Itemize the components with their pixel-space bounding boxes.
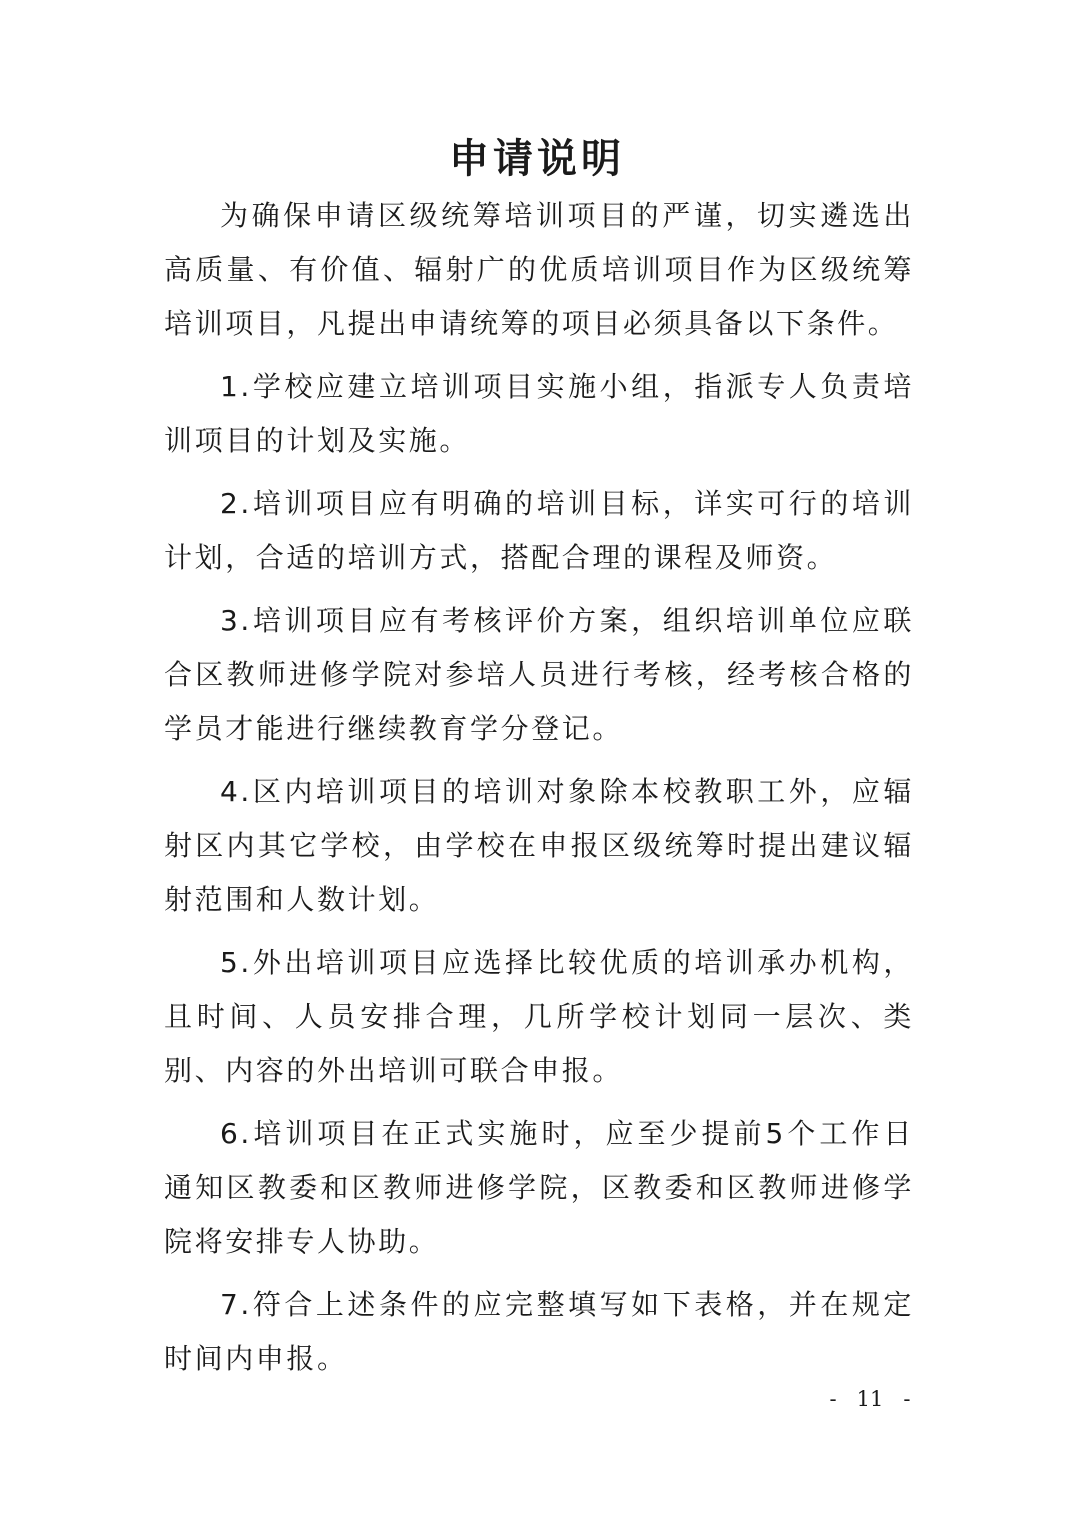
intro-paragraph: 为确保申请区级统筹培训项目的严谨，切实遴选出高质量、有价值、辐射广的优质培训项目作为区级统筹培训项目，凡提出申请统筹的项目必须具备以下条件。 [164, 199, 914, 340]
condition-item-1: 1.学校应建立培训项目实施小组，指派专人负责培训项目的计划及实施。 [164, 370, 914, 457]
condition-item-5: 5.外出培训项目应选择比较优质的培训承办机构，且时间、人员安排合理，几所学校计划同一层次、类别、内容的外出培训可联合申报。 [164, 946, 914, 1087]
condition-item-4: 4.区内培训项目的培训对象除本校教职工外，应辐射区内其它学校，由学校在申报区级统筹时提出建议辐射范围和人数计划。 [164, 775, 914, 916]
condition-item-2: 2.培训项目应有明确的培训目标，详实可行的培训计划，合适的培训方式，搭配合理的课程及师资。 [164, 487, 914, 574]
condition-item-6: 6.培训项目在正式实施时，应至少提前5个工作日通知区教委和区教师进修学院，区教委和区教师进修学院将安排专人协助。 [164, 1117, 914, 1258]
condition-item-3: 3.培训项目应有考核评价方案，组织培训单位应联合区教师进修学院对参培人员进行考核，经考核合格的学员才能进行继续教育学分登记。 [164, 604, 914, 745]
document-body [164, 189, 914, 1395]
condition-item-7: 7.符合上述条件的应完整填写如下表格，并在规定时间内申报。 [164, 1288, 914, 1375]
page-number: - 11 - [829, 1387, 911, 1411]
page-title: 申请说明 [449, 136, 625, 182]
